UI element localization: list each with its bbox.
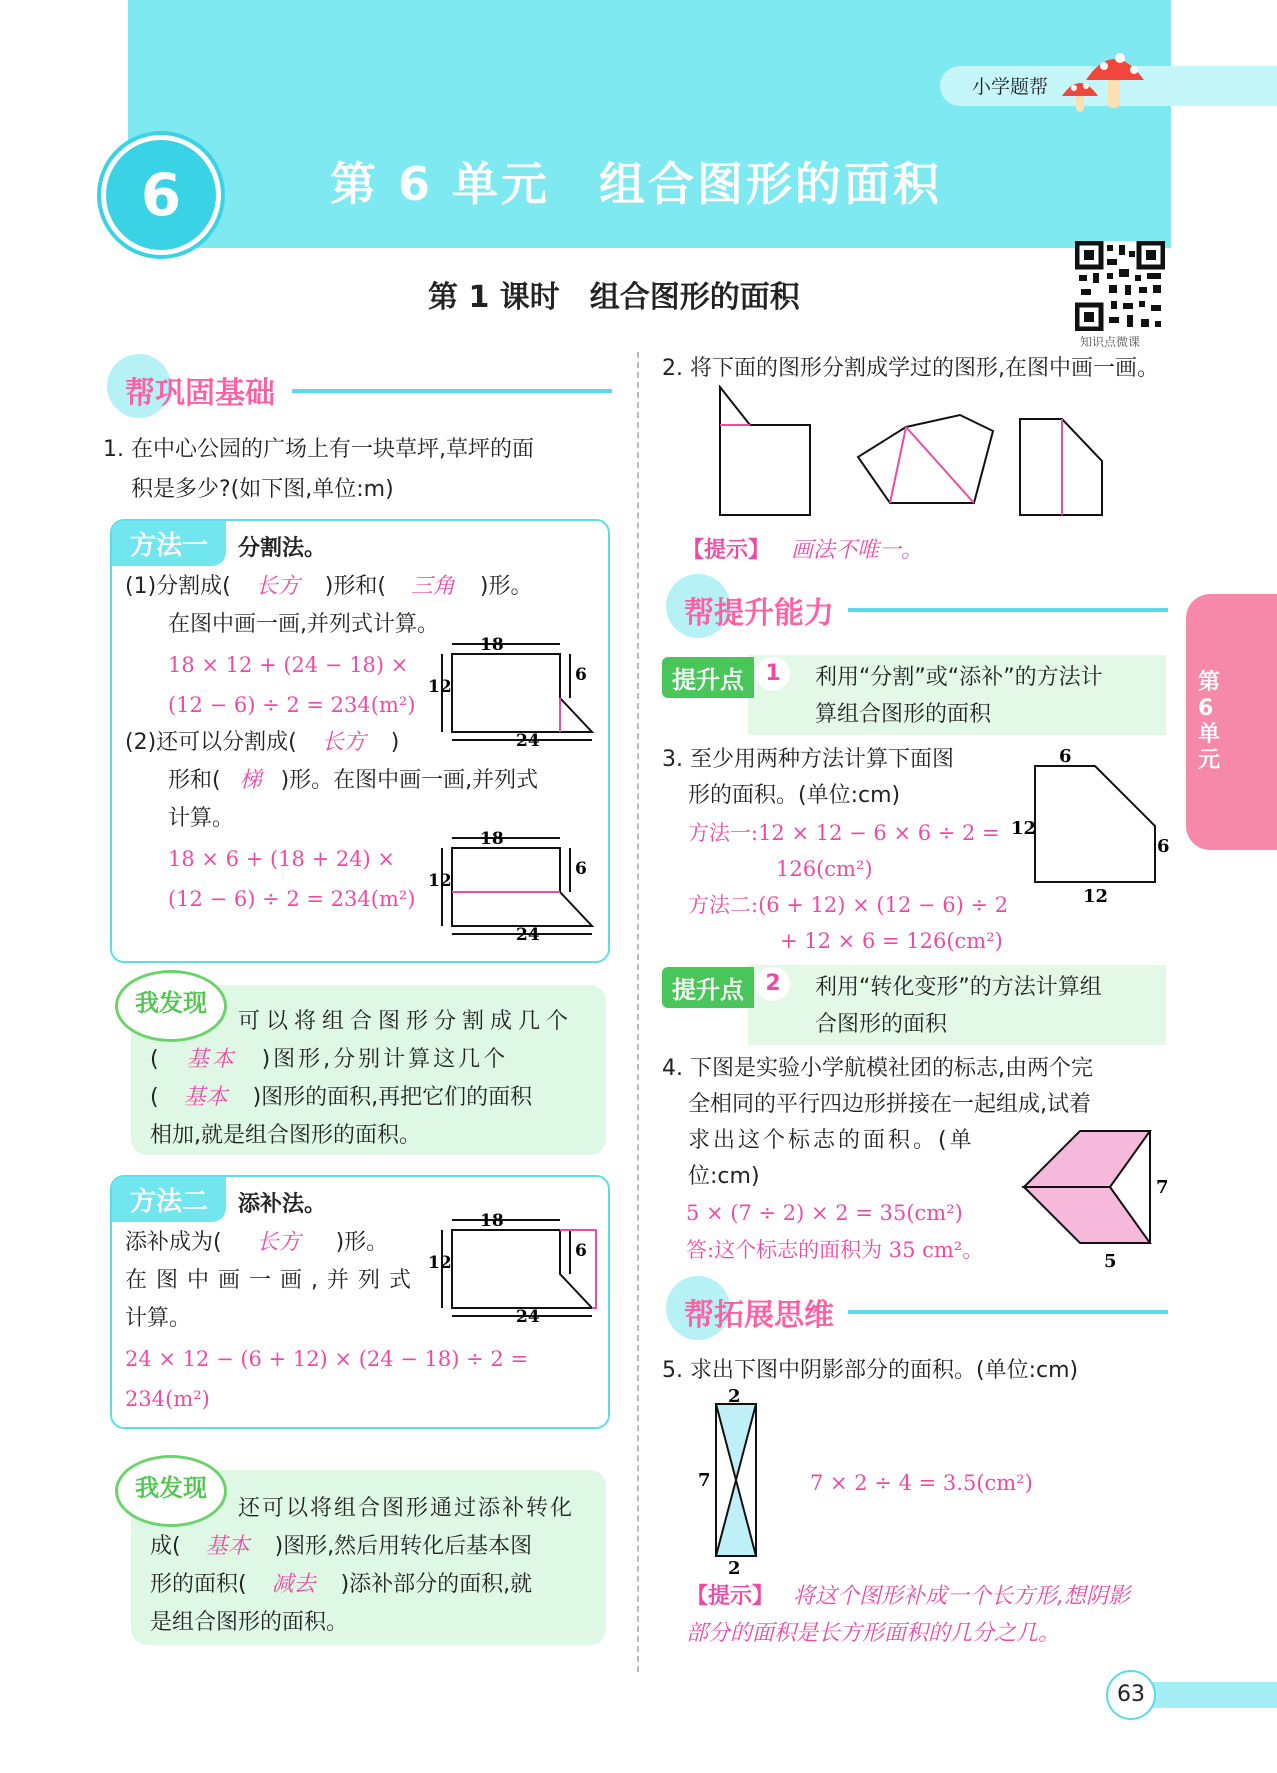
mushroom-icon bbox=[1060, 44, 1150, 116]
q5-figure bbox=[690, 1388, 780, 1578]
discover-badge-1: 我发现 bbox=[115, 970, 227, 1042]
label-top-6: 6 bbox=[1059, 746, 1072, 767]
q3-line1: 3. 至少用两种方法计算下面图 bbox=[662, 747, 954, 772]
unit-title: 第 6 单元 组合图形的面积 bbox=[330, 157, 943, 211]
q3-method2-b: + 12 × 6 = 126(cm²) bbox=[780, 929, 1003, 953]
discover2-line1: 还可以将组合图形通过添补转化 bbox=[238, 1496, 575, 1521]
m1-work-1b: (12 − 6) ÷ 2 = 234(m²) bbox=[168, 693, 416, 717]
q3-figure bbox=[1005, 744, 1175, 904]
q5-tip-line1: 【提示】 将这个图形补成一个长方形,想阴影 bbox=[686, 1584, 1131, 1609]
q1-stem-line1: 1. 在中心公园的广场上有一块草坪,草坪的面 bbox=[103, 437, 534, 462]
q5-stem: 5. 求出下图中阴影部分的面积。(单位:cm) bbox=[662, 1358, 1079, 1383]
point1-number: 1 bbox=[756, 657, 790, 691]
q4-answer-1: 5 × (7 ÷ 2) × 2 = 35(cm²) bbox=[686, 1201, 963, 1225]
lawn-figure-split-trapezoid bbox=[428, 830, 608, 940]
m1-work-1a: 18 × 12 + (24 − 18) × bbox=[168, 653, 409, 677]
q5-tip-line2: 部分的面积是长方形面积的几分之几。 bbox=[686, 1621, 1061, 1646]
m1-answer-4: 梯 bbox=[239, 768, 262, 793]
discover1-line3: ( 基本 )图形的面积,再把它们的面积 bbox=[150, 1079, 532, 1117]
m1-part2-line1: (2)还可以分割成( 长方 ) bbox=[125, 724, 399, 762]
lawn-figure-fill bbox=[428, 1212, 608, 1322]
method2-answer: 长方 bbox=[256, 1230, 301, 1255]
label-12: 12 bbox=[428, 677, 452, 697]
discover2-line3: 形的面积( 减去 )添补部分的面积,就 bbox=[150, 1566, 532, 1604]
label-5: 5 bbox=[1104, 1251, 1117, 1272]
method2-line2: 在图中画一画,并列式 bbox=[125, 1268, 420, 1293]
brand-name: 小学题帮 bbox=[972, 76, 1049, 98]
point1-line1: 利用“分割”或“添补”的方法计 bbox=[815, 665, 1103, 690]
m1-work-2a: 18 × 6 + (18 + 24) × bbox=[168, 847, 396, 871]
label-6: 6 bbox=[575, 1241, 587, 1261]
q1-stem-line2: 积是多少?(如下图,单位:m) bbox=[131, 477, 394, 502]
side-unit-tab-label: 第6单元 bbox=[1198, 670, 1221, 773]
q2-tip: 【提示】 画法不唯一。 bbox=[682, 538, 924, 563]
method2-tag: 方法二 bbox=[112, 1177, 226, 1222]
m1-part2-line3: 计算。 bbox=[168, 806, 235, 831]
method2-work-2: 234(m²) bbox=[125, 1387, 210, 1411]
point2-line2: 合图形的面积 bbox=[815, 1012, 948, 1037]
section-title-basic: 帮巩固基础 bbox=[125, 376, 275, 411]
label-12: 12 bbox=[428, 871, 452, 891]
page-number: 63 bbox=[1106, 1670, 1156, 1720]
label-top-2: 2 bbox=[728, 1388, 741, 1407]
q2-stem: 2. 将下面的图形分割成学过的图形,在图中画一画。 bbox=[662, 356, 1159, 381]
unit-number-badge: 6 bbox=[106, 140, 216, 250]
label-7: 7 bbox=[1156, 1177, 1169, 1198]
label-18: 18 bbox=[480, 830, 504, 849]
method2-name: 添补法。 bbox=[238, 1192, 327, 1217]
method1-name: 分割法。 bbox=[238, 536, 327, 561]
label-24: 24 bbox=[516, 925, 540, 940]
label-12: 12 bbox=[428, 1253, 452, 1273]
qr-caption: 知识点微课 bbox=[1080, 335, 1141, 349]
lesson-title: 第 1 课时 组合图形的面积 bbox=[428, 280, 800, 315]
method1-tag: 方法一 bbox=[112, 521, 226, 566]
q4-answer-2: 答:这个标志的面积为 35 cm²。 bbox=[686, 1238, 984, 1262]
discover1-line4: 相加,就是组合图形的面积。 bbox=[150, 1123, 421, 1148]
q4-line1: 4. 下图是实验小学航模社团的标志,由两个完 bbox=[662, 1056, 1093, 1081]
section-title-extend: 帮拓展思维 bbox=[684, 1298, 834, 1333]
discover2-answer-1: 基本 bbox=[205, 1534, 250, 1559]
m1-work-2b: (12 − 6) ÷ 2 = 234(m²) bbox=[168, 887, 416, 911]
point1-line2: 算组合图形的面积 bbox=[815, 702, 992, 727]
q5-answer: 7 × 2 ÷ 4 = 3.5(cm²) bbox=[810, 1471, 1033, 1495]
m1-answer-2: 三角 bbox=[410, 574, 455, 599]
label-24: 24 bbox=[516, 731, 540, 746]
label-18: 18 bbox=[480, 1212, 504, 1231]
point2-line1: 利用“转化变形”的方法计算组 bbox=[815, 975, 1102, 1000]
method2-work-1: 24 × 12 − (6 + 12) × (24 − 18) ÷ 2 = bbox=[125, 1347, 529, 1371]
lawn-figure-split-triangle bbox=[428, 636, 608, 746]
discover1-answer-2: 基本 bbox=[183, 1085, 228, 1110]
discover2-line4: 是组合图形的面积。 bbox=[150, 1610, 349, 1635]
label-6: 6 bbox=[575, 665, 587, 685]
q3-method2-a: 方法二:(6 + 12) × (12 − 6) ÷ 2 bbox=[688, 893, 1009, 917]
method2-line1: 添补成为( 长方 )形。 bbox=[125, 1224, 388, 1262]
method2-line3: 计算。 bbox=[125, 1306, 192, 1331]
m1-part1-line: (1)分割成( 长方 )形和( 三角 )形。 bbox=[125, 568, 533, 606]
q2-figures bbox=[710, 385, 1140, 525]
point1-label: 提升点 bbox=[662, 657, 754, 698]
discover2-answer-2: 减去 bbox=[271, 1572, 316, 1597]
label-right-6: 6 bbox=[1157, 836, 1170, 857]
discover1-line1: 可以将组合图形分割成几个 bbox=[238, 1009, 575, 1034]
m1-part2-line2: 形和( 梯 )形。在图中画一画,并列式 bbox=[168, 762, 538, 800]
q4-line2: 全相同的平行四边形拼接在一起组成,试着 bbox=[688, 1092, 1091, 1117]
label-18: 18 bbox=[480, 636, 504, 655]
q3-line2: 形的面积。(单位:cm) bbox=[688, 783, 901, 808]
column-divider bbox=[637, 352, 639, 1672]
q3-method1-a: 方法一:12 × 12 − 6 × 6 ÷ 2 = bbox=[688, 821, 1000, 845]
discover1-line2: ( 基本 )图形,分别计算这几个 bbox=[150, 1041, 508, 1079]
label-6: 6 bbox=[575, 859, 587, 879]
label-left-7: 7 bbox=[698, 1470, 711, 1491]
qr-code-icon[interactable] bbox=[1075, 241, 1165, 331]
section-title-improve: 帮提升能力 bbox=[684, 596, 834, 631]
q4-logo-figure bbox=[1020, 1125, 1180, 1275]
point2-label: 提升点 bbox=[662, 967, 754, 1008]
label-bottom-12: 12 bbox=[1083, 886, 1109, 904]
discover1-answer-1: 基本 bbox=[186, 1047, 237, 1072]
discover-badge-2: 我发现 bbox=[115, 1455, 227, 1527]
q4-line4: 位:cm) bbox=[688, 1164, 760, 1189]
q4-line3: 求出这个标志的面积。(单 bbox=[688, 1128, 975, 1153]
label-bottom-2: 2 bbox=[728, 1558, 741, 1578]
q3-method1-b: 126(cm²) bbox=[776, 857, 873, 881]
label-left-12: 12 bbox=[1011, 818, 1037, 839]
m1-answer-3: 长方 bbox=[321, 730, 366, 755]
section-divider bbox=[848, 608, 1168, 612]
discover2-line2: 成( 基本 )图形,然后用转化后基本图 bbox=[150, 1528, 532, 1566]
m1-part1-line2: 在图中画一画,并列式计算。 bbox=[168, 612, 439, 637]
point2-number: 2 bbox=[756, 967, 790, 1001]
label-24: 24 bbox=[516, 1307, 540, 1322]
m1-answer-1: 长方 bbox=[255, 574, 300, 599]
section-divider bbox=[292, 389, 612, 393]
section-divider bbox=[848, 1310, 1168, 1314]
